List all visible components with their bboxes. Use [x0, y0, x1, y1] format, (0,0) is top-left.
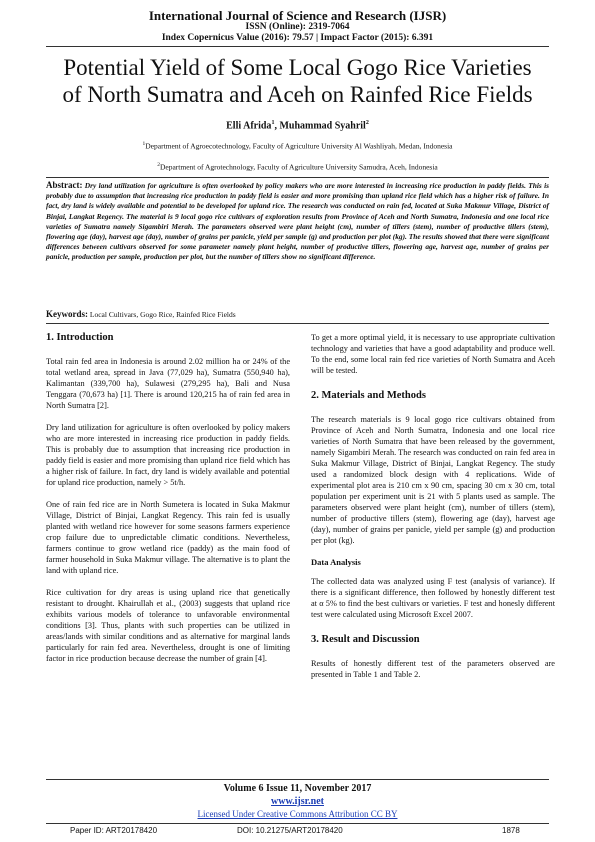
affiliation-2 [0, 162, 595, 172]
section-heading-methods: 2. Materials and Methods [311, 390, 426, 401]
abstract-top-rule [46, 177, 549, 178]
abstract [46, 180, 549, 263]
doi: DOI: 10.21275/ART20178420 [237, 826, 343, 835]
paragraph: Results of honestly different test of the parameters observed are presented in Table 1 and Table 2. [311, 659, 555, 679]
header-rule [46, 46, 549, 47]
page-number: 1878 [502, 826, 520, 835]
paragraph: The research materials is 9 local gogo rice cultivars obtained from Province of Aceh and North Sumatra, Indonesia and one local rice varieties of North Sumatra that have been released by the government, namely Sigambiri Merah. The research was conducted on rain fed area in Suka Makmur Village, District of Binjai, Langkat Regency. The study used a randomized block design with 4 replications. Wide of experimental plot area is 210 cm x 90 cm, spacing 30 cm x 30 cm, total population per experiment unit is 21 with 5 plants used as sample. The parameters observed were plant height (cm), number of tillers (stem), number of productive tillers (stem), flowering age (day), harvest age (day), number of grains per panicle, yield per sample (g) and production per plot (kg). [311, 415, 555, 545]
journal-issn: ISSN (Online): 2319-7064 [245, 22, 350, 32]
footer-rule [46, 779, 549, 780]
author-affiliation-mark: 1 [271, 120, 275, 126]
affiliation-mark: 2 [157, 162, 160, 168]
paragraph: Total rain fed area in Indonesia is around 2.02 million ha or 24% of the total wetland area, spread in Java (77,029 ha), Sumatra (550,940 ha), Kalimantan (339,700 ha), Sulawesi (279,295 ha), Bali and Nusa Tenggara (70,673 ha) [1]. There is around 120,215 ha of rain fed area in North Sumatra [2]. [46, 357, 290, 410]
subsection-heading-data-analysis: Data Analysis [311, 557, 361, 567]
section-heading-results: 3. Result and Discussion [311, 634, 420, 645]
abstract-text: Dry land utilization for agriculture is often overlooked by policy makers who are more interested in increasing rice production in paddy fields. This is probably due to assumption that increasing rice production in paddy field is easier and more promising than upland rice field which has a higher risk of failure. In fact, dry land is widely available and potential to be developed for upland rice. The research was conducted on rain fed, located at Suka Makmur Village, District of Binjai, Langkat Regency. The material is 9 local gogo rice cultivars of exploration results from Province of Aceh and North Sumatra, Indonesia and one local rice varieties of Sumatra namely Sigambiri Merah. The parameters observed were plant height (cm), number of tillers (stem), number of productive tillers (stem), flowering age (day), harvest age (day), number of grains per panicle, yield per sample (g) and production per plot (kg). The results showed that there were significant differences between cultivars observed for some parameter namely plant height, number of productive tillers, flowering age, harvest age, number of grains per panicle, production per sample, production per plot, but the number of tillers show no significant difference. [46, 181, 549, 262]
paragraph: Dry land utilization for agriculture is often overlooked by policy makers who are more interested in increasing rice production in paddy fields. This is probably due to assumption that increasing rice production in paddy field is easier and more promising than upland rice field which has a higher risk of failure. In fact, dry land is widely available and potential for upland rice production, namely > 5t/h. [46, 423, 290, 487]
affiliation-text: Department of Agrotechnology, Faculty of Agriculture University Samudra, Aceh, Indonesia [159, 162, 438, 172]
affiliation-text: Department of Agroecotechnology, Faculty of Agriculture University Al Washliyah, Medan, Indonesia [145, 141, 453, 151]
journal-link[interactable]: www.ijsr.net [271, 796, 324, 807]
paragraph: Rice cultivation for dry areas is using upland rice that genetically resistant to drought. Khairullah et al., (2003) suggests that upland rice exhibits various models of tolerance to unfavorable environmental conditions [3]. Thus, plants with such properties can be utilized in areas/lands with similar conditions and as alternative for marginal lands particularly for rain fed area. Nevertheless, drought is one of limiting factor in rice production because decrease the number of grain [4]. [46, 588, 290, 663]
keywords-label: Keywords: [46, 309, 88, 319]
paper-title-line-1: Potential Yield of Some Local Gogo Rice Varieties [63, 55, 532, 80]
footer-bottom-rule [46, 823, 549, 824]
paper-id: Paper ID: ART20178420 [70, 826, 158, 835]
paragraph: The collected data was analyzed using F test (analysis of variance). If there is a significant difference, then followed by honestly different test at α 5% to find the best cultivars or varieties. F test and honesly different test were calculated using Microsoft Excel 2007. [311, 577, 555, 619]
right-column [311, 332, 555, 691]
left-column [46, 332, 290, 675]
journal-name: International Journal of Science and Research (IJSR) [148, 8, 447, 23]
section-heading-introduction: 1. Introduction [46, 332, 114, 343]
abstract-label: Abstract: [46, 180, 83, 190]
author-list [0, 120, 595, 131]
footer-volume: Volume 6 Issue 11, November 2017 [223, 783, 372, 794]
affiliation-mark: 1 [142, 141, 146, 147]
author-name: Elli Afrida [226, 120, 272, 132]
keywords-rule [46, 323, 549, 324]
author-name: Muhammad Syahril [279, 120, 366, 132]
author-affiliation-mark: 2 [365, 120, 369, 126]
affiliation-1 [0, 141, 595, 151]
paper-title-line-2: of North Sumatra and Aceh on Rainfed Rice Fields [62, 82, 533, 107]
keywords-text: Local Cultivars, Gogo Rice, Rainfed Rice Fields [89, 310, 236, 319]
license-link[interactable]: Licensed Under Creative Commons Attribution CC BY [197, 809, 398, 819]
author-separator: , [274, 120, 280, 132]
keywords [46, 309, 549, 319]
journal-index: Index Copernicus Value (2016): 79.57 | Impact Factor (2015): 6.391 [161, 33, 434, 43]
paragraph: To get a more optimal yield, it is necessary to use appropriate cultivation technology and varieties that have a good adaptability and produce well. To the end, some local rain fed rice varieties of North Sumatra and Aceh will be tested. [311, 333, 555, 375]
paragraph: One of rain fed rice are in North Sumetera is located in Suka Makmur Village, District of Binjai, Langkat Regency. This rain fed is usually planted with wetland rice however for some seasons farmers experience crop failure due to unpredictable climatic conditions. Nevertheless, farmers continue to grow wetland rice (paddy) as the main food of farmer household in Suka Makmur village. The alternative is to plant the land with upland rice. [46, 500, 290, 575]
